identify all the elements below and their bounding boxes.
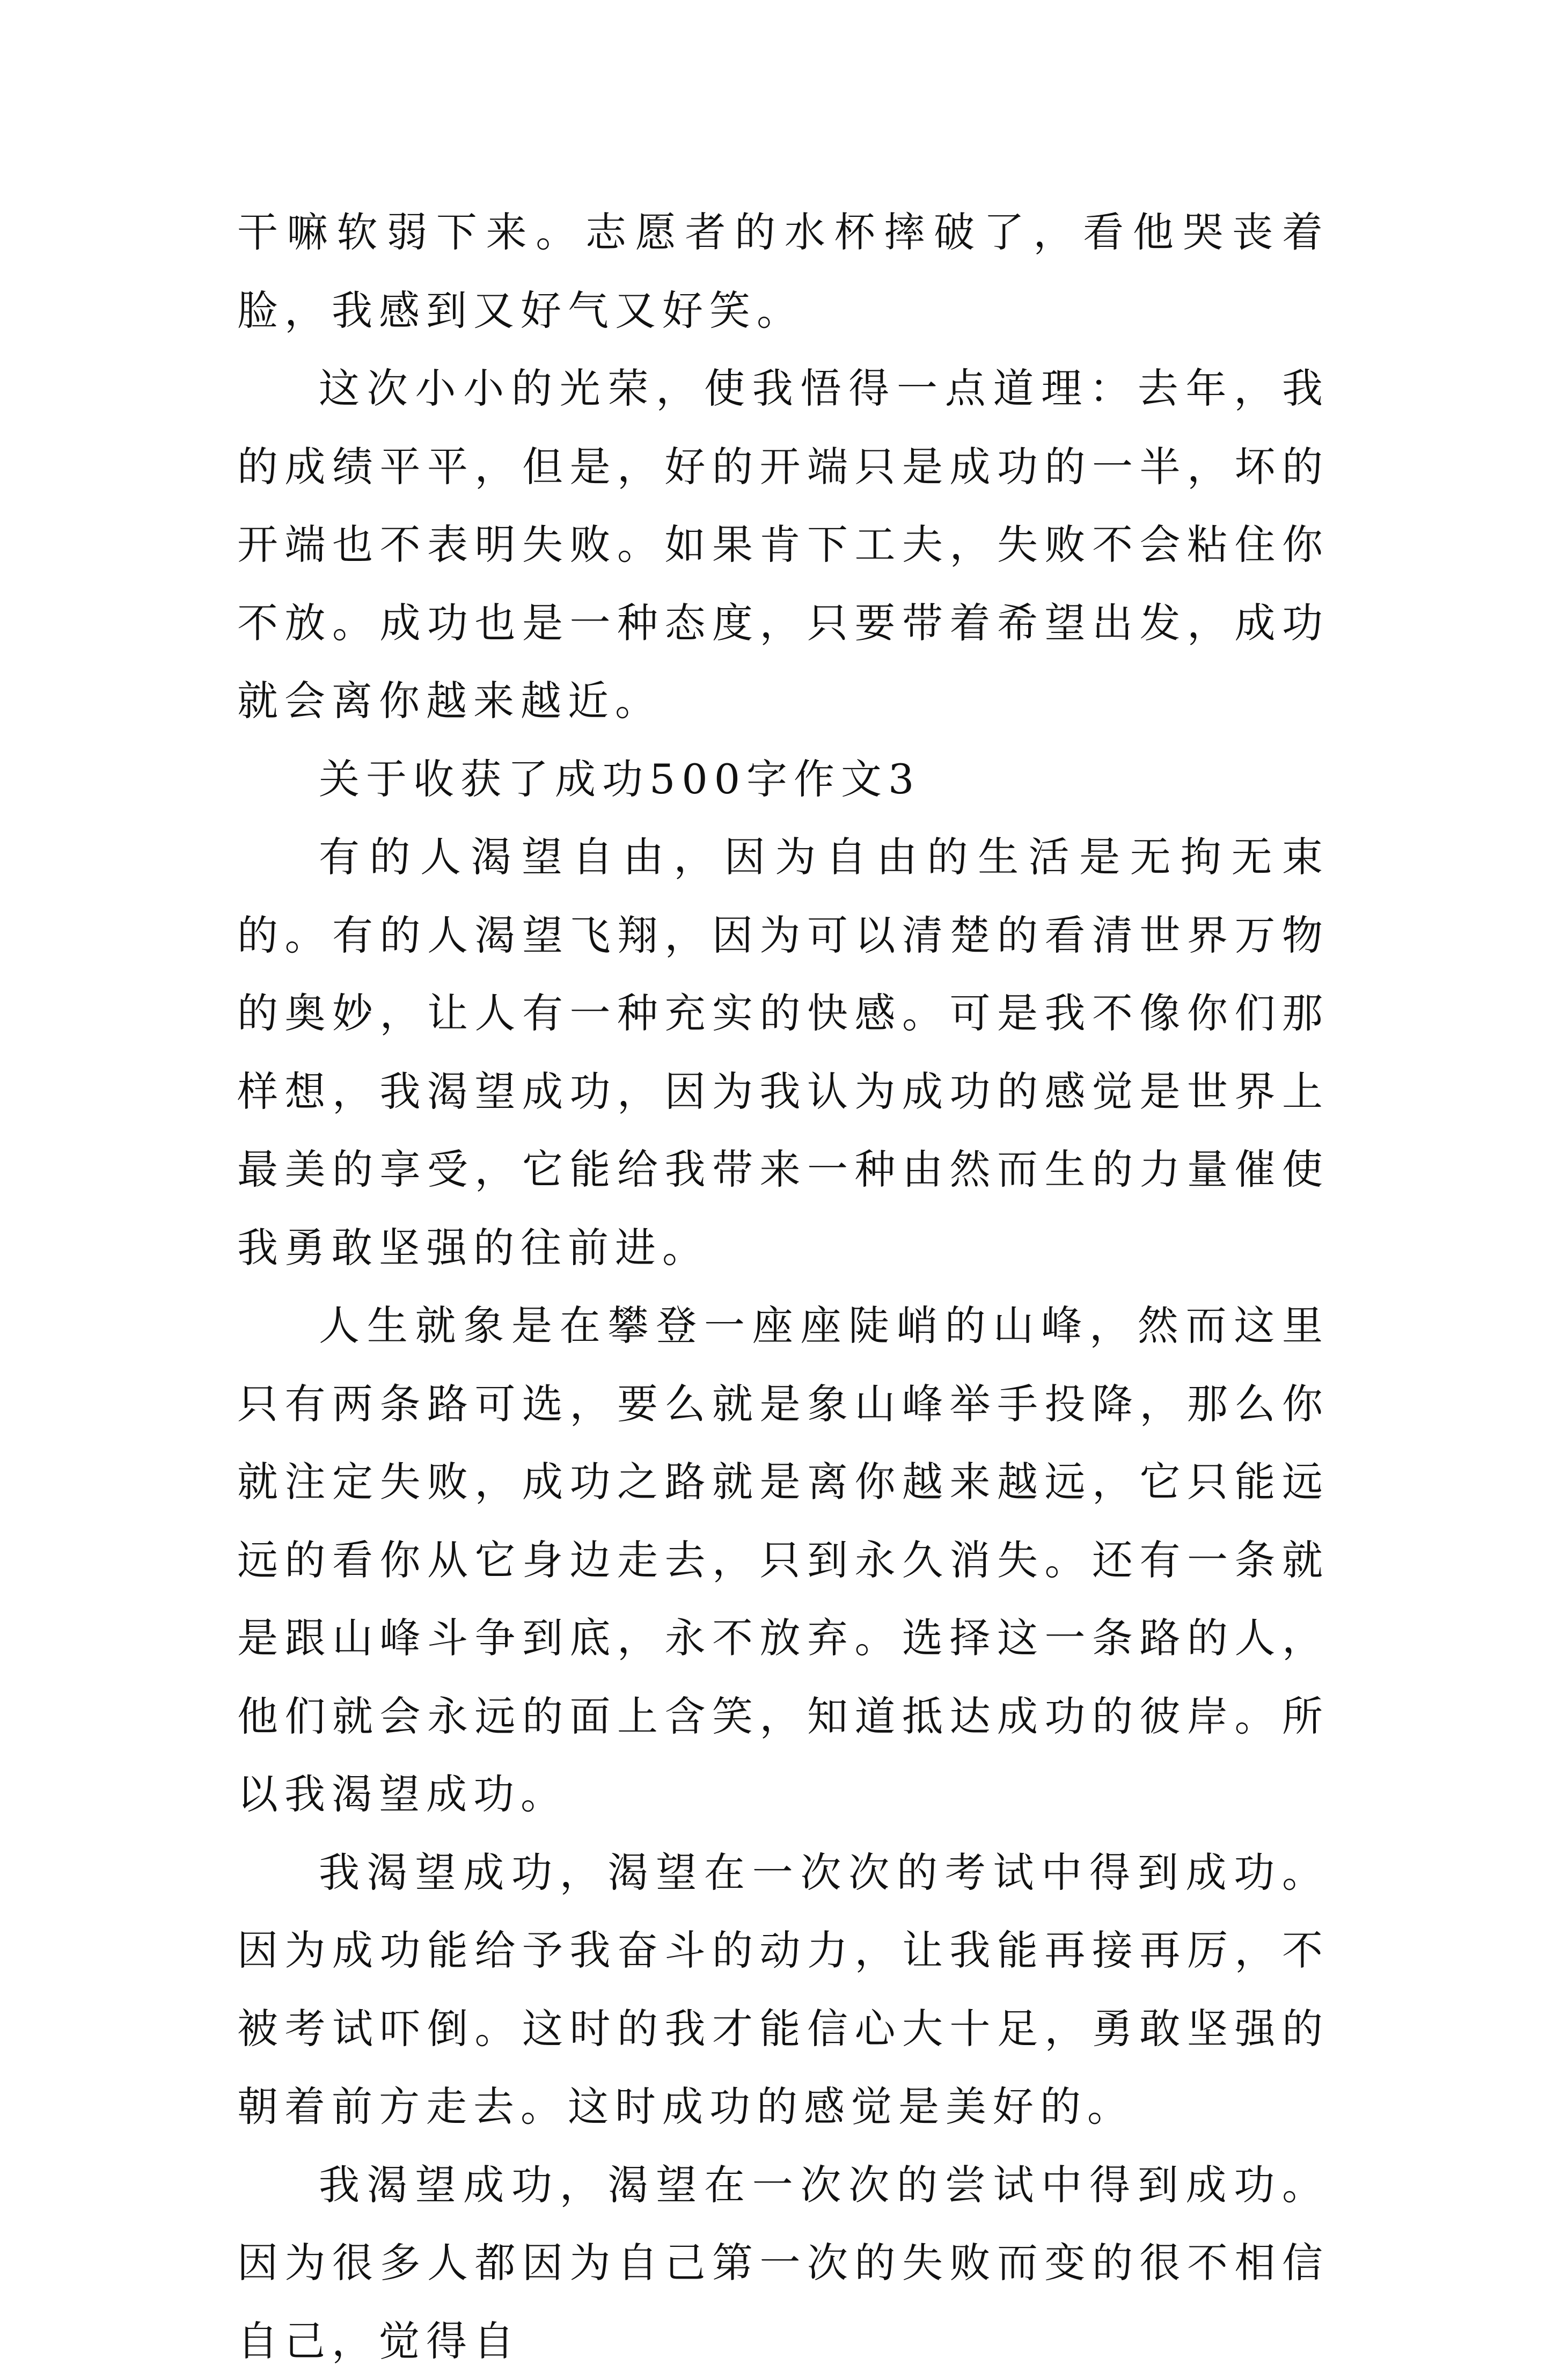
paragraph-5: 我渴望成功，渴望在一次次的考试中得到成功。因为成功能给予我奋斗的动力，让我能再接再厉，不被考试吓倒。这时的我才能信心大十足，勇敢坚强的朝着前方走去。这时成功的感觉是美好的。 (237, 1834, 1329, 2146)
paragraph-2: 这次小小的光荣，使我悟得一点道理：去年，我的成绩平平，但是，好的开端只是成功的一半，坏的开端也不表明失败。如果肯下工夫，失败不会粘住你不放。成功也是一种态度，只要带着希望出发，成功就会离你越来越近。 (237, 349, 1329, 740)
paragraph-6: 我渴望成功，渴望在一次次的尝试中得到成功。因为很多人都因为自己第一次的失败而变的很不相信自己，觉得自 (237, 2146, 1329, 2380)
document-body (237, 193, 1329, 2380)
section-heading: 关于收获了成功500字作文3 (237, 740, 1329, 819)
paragraph-3: 有的人渴望自由，因为自由的生活是无拘无束的。有的人渴望飞翔，因为可以清楚的看清世界万物的奥妙，让人有一种充实的快感。可是我不像你们那样想，我渴望成功，因为我认为成功的感觉是世界上最美的享受，它能给我带来一种由然而生的力量催使我勇敢坚强的往前进。 (237, 818, 1329, 1287)
paragraph-1: 干嘛软弱下来。志愿者的水杯摔破了，看他哭丧着脸，我感到又好气又好笑。 (237, 193, 1329, 349)
paragraph-4: 人生就象是在攀登一座座陡峭的山峰，然而这里只有两条路可选，要么就是象山峰举手投降，那么你就注定失败，成功之路就是离你越来越远，它只能远远的看你从它身边走去，只到永久消失。还有一条就是跟山峰斗争到底，永不放弃。选择这一条路的人，他们就会永远的面上含笑，知道抵达成功的彼岸。所以我渴望成功。 (237, 1287, 1329, 1834)
